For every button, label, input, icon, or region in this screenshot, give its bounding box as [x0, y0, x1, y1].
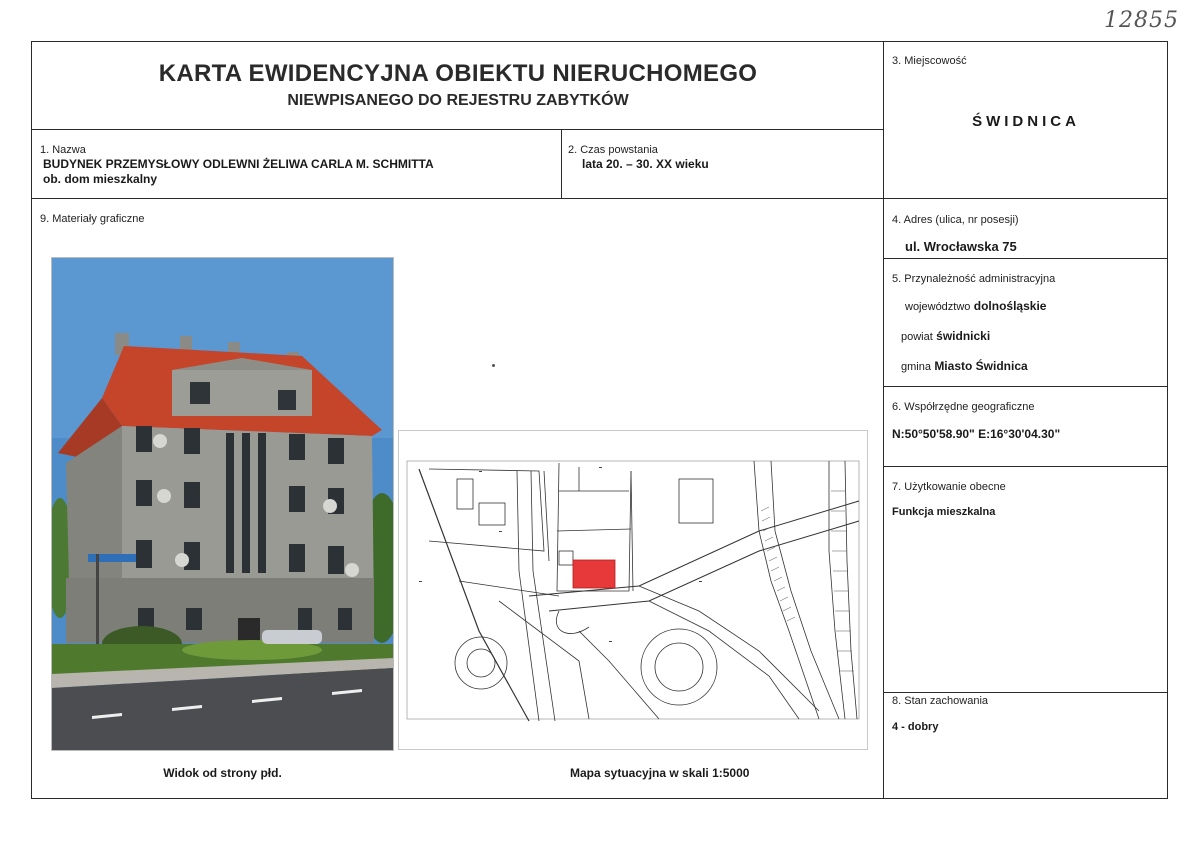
- field3-label: 3. Miejscowość: [892, 55, 967, 67]
- column-divider: [883, 41, 884, 799]
- divider-header: [31, 129, 884, 130]
- commune-prefix: gmina: [901, 361, 931, 373]
- divider-usage: [884, 692, 1168, 693]
- field6-value: N:50°50'58.90" E:16°30'04.30": [892, 427, 1061, 441]
- map-caption: Mapa sytuacyjna w skali 1:5000: [570, 766, 750, 780]
- voivodeship-prefix: województwo: [905, 301, 971, 313]
- divider-coords: [884, 466, 1168, 467]
- field5-county: [901, 329, 990, 343]
- field5-voivodeship: [905, 299, 1046, 313]
- field1-label: 1. Nazwa: [40, 144, 86, 156]
- scan-speck: [492, 364, 495, 367]
- field8-label: 8. Stan zachowania: [892, 695, 989, 707]
- photo-caption: Widok od strony płd.: [163, 766, 282, 780]
- field7-value: Funkcja mieszkalna: [892, 506, 996, 518]
- field8-value: 4 - dobry: [892, 721, 939, 733]
- field3-value: ŚWIDNICA: [972, 113, 1080, 130]
- field4-label: 4. Adres (ulica, nr posesji): [892, 214, 1019, 226]
- field5-label: 5. Przynależność administracyjna: [892, 273, 1056, 285]
- field9-label: 9. Materiały graficzne: [40, 213, 145, 225]
- divider-address: [884, 258, 1168, 259]
- county-prefix: powiat: [901, 331, 933, 343]
- field4-value: ul. Wrocławska 75: [905, 239, 1017, 254]
- situational-map: [398, 430, 868, 750]
- divider-admin: [884, 386, 1168, 387]
- divider-name-date: [561, 129, 562, 199]
- commune-value: Miasto Świdnica: [934, 359, 1028, 373]
- county-value: świdnicki: [936, 329, 991, 343]
- field7-label: 7. Użytkowanie obecne: [892, 481, 1006, 493]
- divider-name-row: [31, 198, 1168, 199]
- form-subtitle: NIEWPISANEGO DO REJESTRU ZABYTKÓW: [287, 92, 629, 109]
- form-title: KARTA EWIDENCYJNA OBIEKTU NIERUCHOMEGO: [158, 60, 758, 87]
- field5-commune: [901, 359, 1028, 373]
- inventory-number: 12855: [1104, 8, 1179, 33]
- field2-value: lata 20. – 30. XX wieku: [582, 157, 709, 171]
- field6-label: 6. Współrzędne geograficzne: [892, 401, 1035, 413]
- field1-value-line1: BUDYNEK PRZEMYSŁOWY ODLEWNI ŻELIWA CARLA M. SCHMITTA: [43, 157, 434, 171]
- voivodeship-value: dolnośląskie: [973, 299, 1047, 313]
- field1-value-line2: ob. dom mieszkalny: [43, 172, 158, 186]
- field2-label: 2. Czas powstania: [568, 144, 658, 156]
- building-photo: [51, 257, 394, 751]
